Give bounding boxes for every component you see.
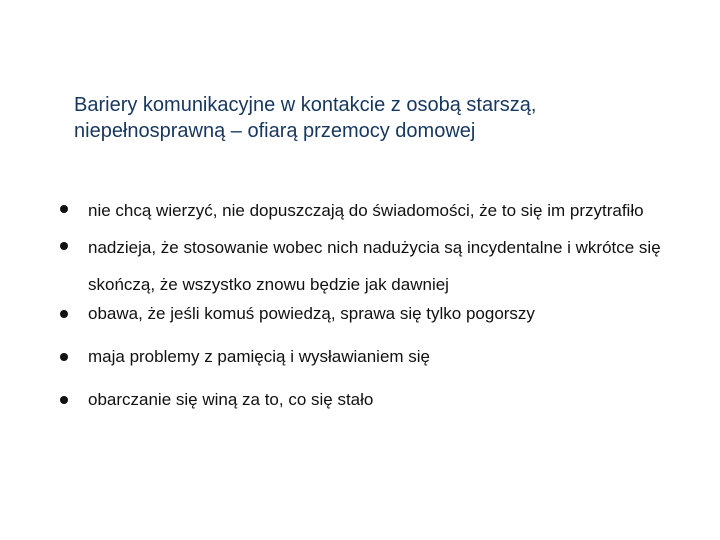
bullet-text-1: nie chcą wierzyć, nie dopuszczają do świadomości, że to się im przytrafiło [88, 201, 644, 220]
bullet-dot-icon [60, 205, 68, 213]
bullet-item-3 [58, 303, 698, 324]
title-line-1: Bariery komunikacyjne w kontakcie z osobą starszą, [74, 94, 537, 116]
bullet-dot-icon [60, 396, 68, 404]
title-line-2: niepełnosprawną – ofiarą przemocy domowej [74, 120, 476, 142]
bullet-list [58, 192, 698, 432]
bullet-item-2 [58, 229, 698, 303]
bullet-text-3: obawa, że jeśli komuś powiedzą, sprawa się tylko pogorszy [88, 304, 535, 323]
bullet-text-5: obarczanie się winą za to, co się stało [88, 390, 374, 409]
bullet-dot-icon [60, 242, 68, 250]
slide-title [74, 92, 704, 144]
bullet-text-4: maja problemy z pamięcią i wysławianiem się [88, 347, 431, 366]
bullet-item-5 [58, 389, 698, 410]
bullet-dot-icon [60, 310, 68, 318]
bullet-text-2: nadzieja, że stosowanie wobec nich nadużycia są incydentalne i wkrótce się skończą, że wszystko znowu będzie jak dawniej [88, 238, 661, 294]
bullet-item-4 [58, 346, 698, 367]
bullet-dot-icon [60, 353, 68, 361]
bullet-item-1 [58, 192, 698, 229]
